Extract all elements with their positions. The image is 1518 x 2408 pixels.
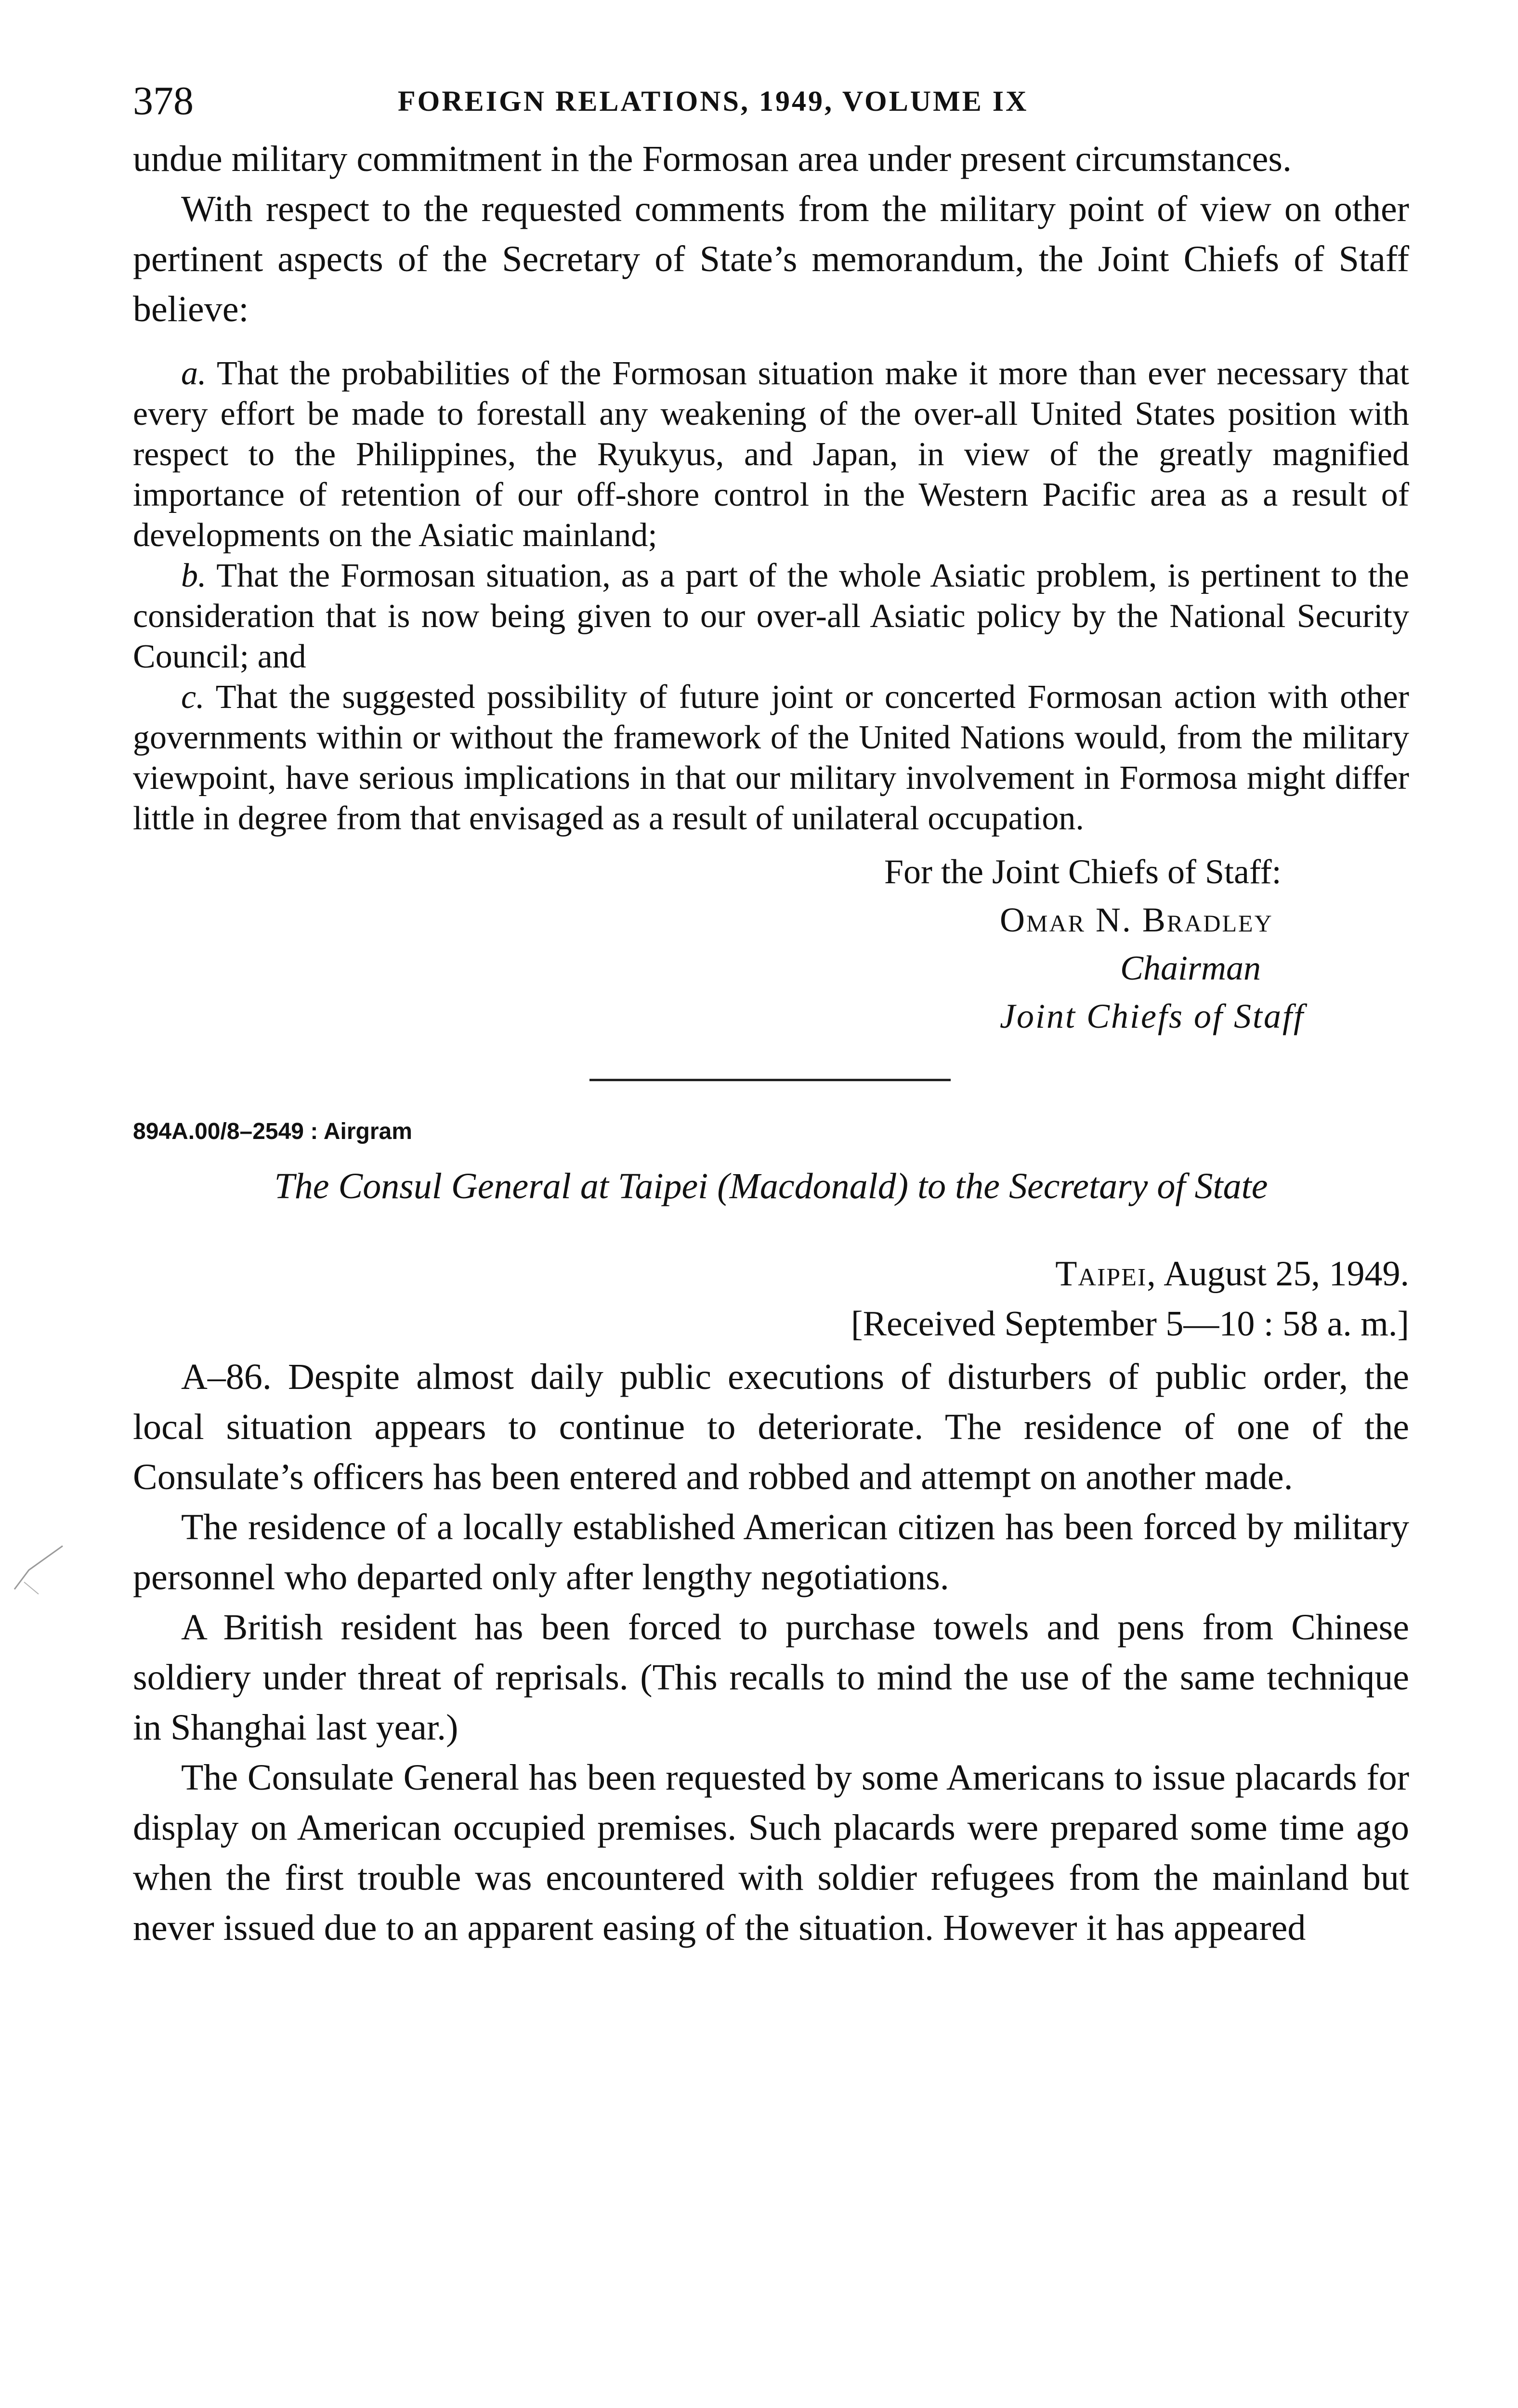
airgram-body (133, 1352, 1409, 1953)
airgram-paragraph: A British resident has been forced to purchase towels and pens from Chinese soldiery under threat of reprisals. (This recalls to mind the use of the same technique in Shanghai last year.) (133, 1607, 1409, 1748)
list-item-a (133, 353, 1409, 556)
document-file-number: 894A.00/8–2549 : Airgram (133, 1119, 412, 1144)
list-item-text: That the probabilities of the Formosan situation make it more than ever necessary that every effort be made to forestall any weakening of the over-all United States position with respect to the Philippines, the Ryukyus, and Japan, in view of the greatly magnified importance of retention of our off-shore control in the Western Pacific area as a result of developments on the Asiatic mainland; (133, 355, 1409, 554)
signature-block (133, 848, 1409, 1040)
airgram-paragraph: A–86. Despite almost daily public executions of disturbers of public order, the local situation appears to continue to deteriorate. The residence of one of the Consulate’s officers has been entered and robbed and attempt on another made. (133, 1357, 1409, 1497)
list-letter: a. (181, 355, 207, 392)
list-item-text: That the suggested possibility of future joint or concerted Formosan action with other governments within or without the framework of the United Nations would, from the military viewpoint, have serious implications in that our military involvement in Formosa might differ little in degree from that envisaged as a result of unilateral occupation. (133, 679, 1409, 837)
recommendation-list (133, 353, 1409, 839)
airgram-paragraph: The residence of a locally established American citizen has been forced by military personnel who departed only after lengthy negotiations. (133, 1507, 1409, 1597)
running-title: FOREIGN RELATIONS, 1949, VOLUME IX (398, 85, 1029, 117)
margin-pencil-mark (10, 1536, 106, 1633)
dateline (133, 1249, 1409, 1349)
signature-name: Omar N. Bradley (1000, 901, 1273, 939)
document-heading: The Consul General at Taipei (Macdonald) to the Secretary of State (274, 1166, 1268, 1206)
page-number: 378 (133, 79, 194, 123)
continuation-paragraph: undue military commitment in the Formosan area under present circumstances. (133, 139, 1292, 179)
dateline-received: [Received September 5—10 : 58 a. m.] (851, 1304, 1409, 1344)
signature-for-line: For the Joint Chiefs of Staff: (884, 852, 1282, 891)
dateline-place: Taipei, (1055, 1254, 1157, 1294)
list-item-text: That the Formosan situation, as a part of the whole Asiatic problem, is pertinent to the consideration that is now being given to our over-all Asiatic policy by the National Security Council; and (133, 557, 1409, 675)
running-head (133, 72, 1409, 130)
section-divider (589, 1079, 951, 1081)
document-page (133, 72, 1409, 1953)
list-letter: c. (181, 679, 205, 716)
dateline-place-date (133, 1249, 1409, 1299)
list-item-c (133, 677, 1409, 839)
list-letter: b. (181, 557, 207, 594)
signature-title: Chairman (1120, 949, 1261, 987)
dateline-date: August 25, 1949. (1164, 1254, 1409, 1294)
intro-paragraph: With respect to the requested comments from the military point of view on other pertinent aspects of the Secretary of State’s memorandum, the Joint Chiefs of Staff believe: (133, 189, 1409, 329)
signature-organization: Joint Chiefs of Staff (1000, 997, 1305, 1035)
list-item-b (133, 556, 1409, 677)
airgram-paragraph: The Consulate General has been requested by some Americans to issue placards for display on American occupied premises. Such placards were prepared some time ago when the first trouble was encountered with soldier refugees from the mainland but never issued due to an apparent easing of the situation. However it has appeared (133, 1757, 1409, 1948)
